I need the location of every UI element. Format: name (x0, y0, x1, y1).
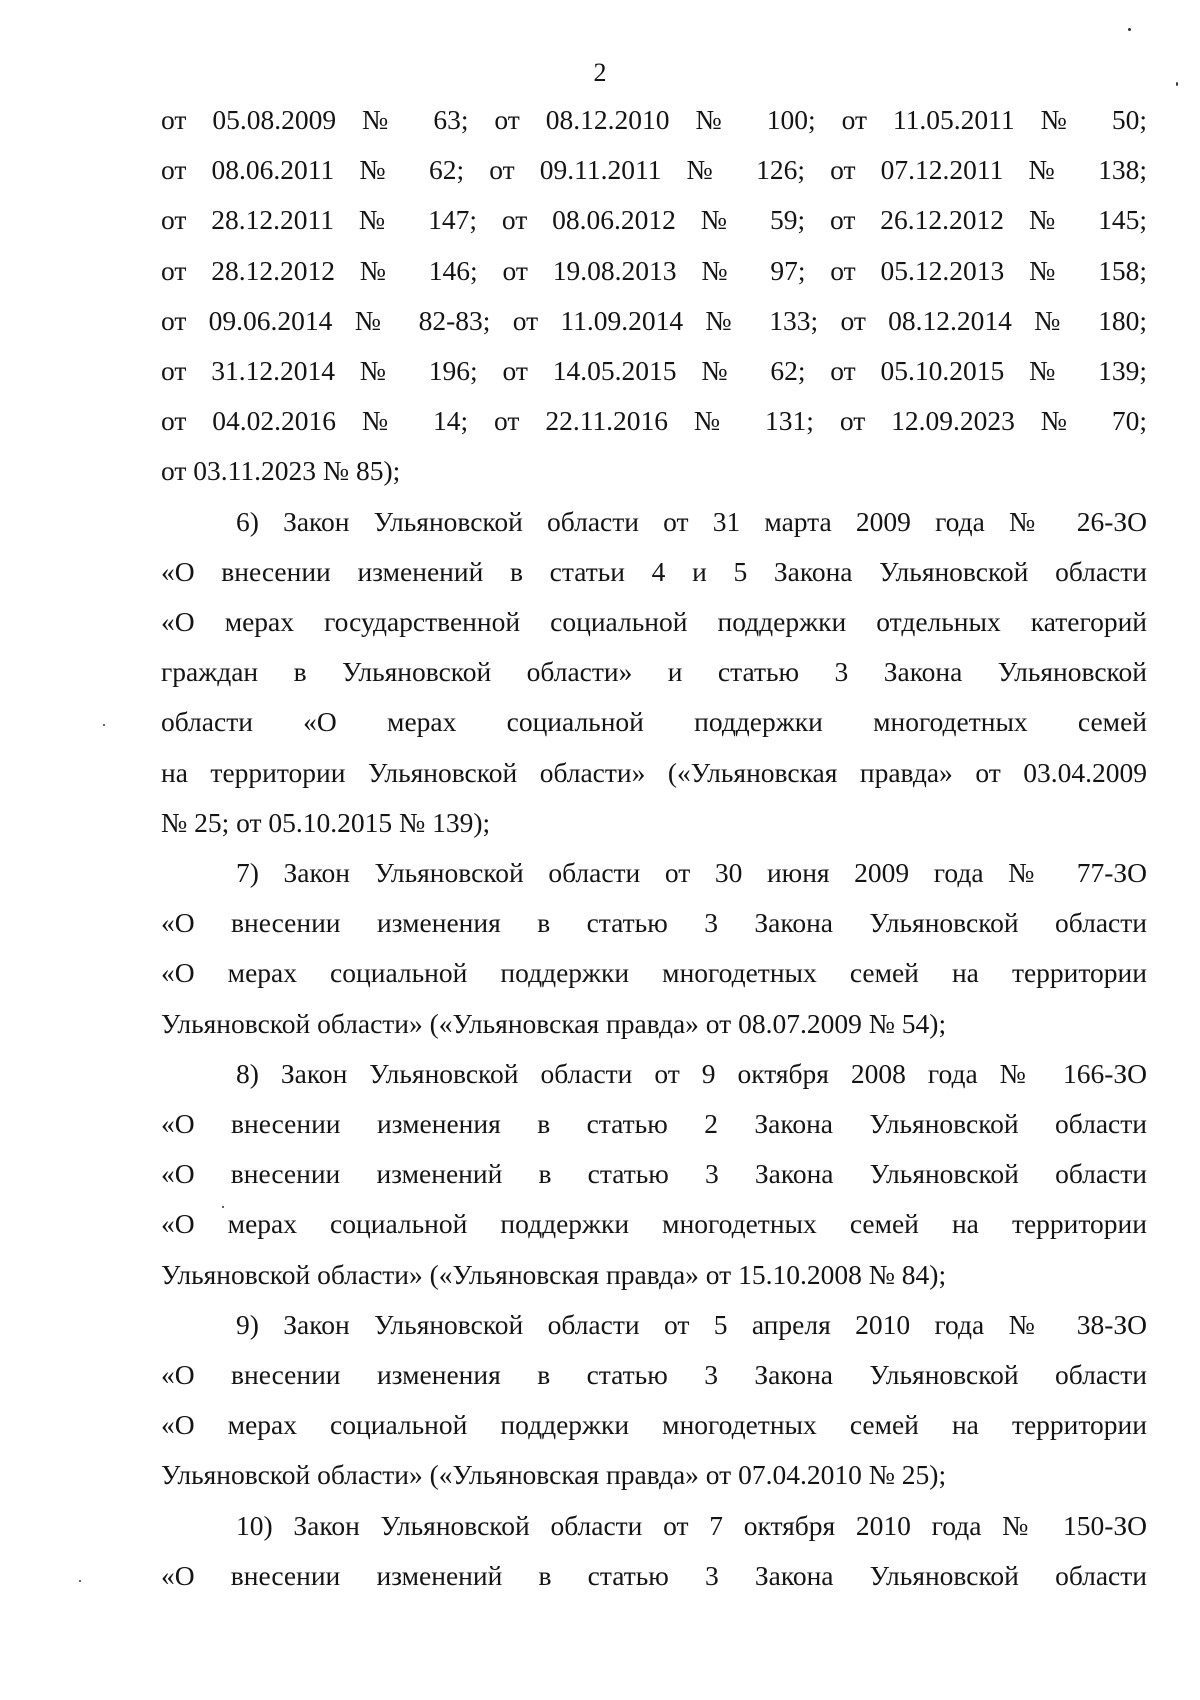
text-line: от 05.08.2009 № 63; от 08.12.2010 № 100; от 11.05.2011 № 50; (161, 104, 1147, 135)
scan-speck (1176, 82, 1178, 86)
text-line: 7) Закон Ульяновской области от 30 июня 2009 года № 77-ЗО (236, 857, 1147, 889)
text-line: «О внесении изменения в статью 2 Закона Ульяновской области (161, 1108, 1147, 1140)
text-line: «О внесении изменения в статью 3 Закона Ульяновской области (161, 907, 1147, 939)
text-line: от 04.02.2016 № 14; от 22.11.2016 № 131; от 12.09.2023 № 70; (161, 405, 1147, 437)
text-line: от 31.12.2014 № 196; от 14.05.2015 № 62; от 05.10.2015 № 139; (161, 355, 1147, 387)
text-line: «О мерах социальной поддержки многодетных семей на территории (161, 1208, 1147, 1240)
scan-speck (79, 1580, 81, 1582)
text-line: 9) Закон Ульяновской области от 5 апреля 2010 года № 38-ЗО (236, 1308, 1147, 1340)
paragraph-item-10 (161, 1501, 1147, 1601)
page-number: 2 (593, 58, 607, 87)
scan-speck (1128, 28, 1131, 31)
text-line: «О мерах социальной поддержки многодетных семей на территории (161, 957, 1147, 989)
paragraph-amendment-list (161, 95, 1147, 497)
text-line: «О внесении изменений в статью 3 Закона Ульяновской области (161, 1158, 1147, 1190)
text-line: Ульяновской области» («Ульяновская правда» от 08.07.2009 № 54); (161, 1007, 947, 1039)
text-line: от 09.06.2014 № 82-83; от 11.09.2014 № 133; от 08.12.2014 № 180; (161, 304, 1147, 336)
paragraph-item-8 (161, 1049, 1147, 1300)
text-line: «О внесении изменений в статьи 4 и 5 Закона Ульяновской области (161, 555, 1147, 587)
scan-speck (222, 1206, 224, 1208)
text-line: от 28.12.2012 № 146; от 19.08.2013 № 97; от 05.12.2013 № 158; (161, 254, 1147, 286)
text-line: № 25; от 05.10.2015 № 139); (161, 806, 491, 838)
text-line: 6) Закон Ульяновской области от 31 марта 2009 года № 26-ЗО (236, 505, 1147, 537)
text-line: от 28.12.2011 № 147; от 08.06.2012 № 59; от 26.12.2012 № 145; (161, 204, 1147, 236)
text-line: Ульяновской области» («Ульяновская правда» от 07.04.2010 № 25); (161, 1459, 947, 1491)
text-line: «О мерах государственной социальной поддержки отдельных категорий (161, 606, 1147, 638)
text-line: граждан в Ульяновской области» и статью 3 Закона Ульяновской (161, 656, 1147, 688)
text-line: на территории Ульяновской области» («Ульяновская правда» от 03.04.2009 (161, 756, 1147, 788)
text-line: Ульяновской области» («Ульяновская правда» от 15.10.2008 № 84); (161, 1258, 947, 1290)
text-line: 8) Закон Ульяновской области от 9 октября 2008 года № 166-ЗО (236, 1057, 1147, 1089)
paragraph-item-7 (161, 848, 1147, 1049)
text-line: 10) Закон Ульяновской области от 7 октября 2010 года № 150-ЗО (236, 1509, 1147, 1541)
paragraph-item-9 (161, 1300, 1147, 1501)
text-line: «О внесении изменений в статью 3 Закона Ульяновской области (161, 1559, 1147, 1591)
text-line: от 03.11.2023 № 85); (161, 455, 401, 487)
text-line: от 08.06.2011 № 62; от 09.11.2011 № 126; от 07.12.2011 № 138; (161, 154, 1147, 186)
document-body (161, 95, 1147, 1601)
scan-speck (103, 724, 105, 726)
text-line: области «О мерах социальной поддержки многодетных семей (161, 706, 1147, 738)
text-line: «О внесении изменения в статью 3 Закона Ульяновской области (161, 1359, 1147, 1391)
paragraph-item-6 (161, 497, 1147, 848)
text-line: «О мерах социальной поддержки многодетных семей на территории (161, 1409, 1147, 1441)
